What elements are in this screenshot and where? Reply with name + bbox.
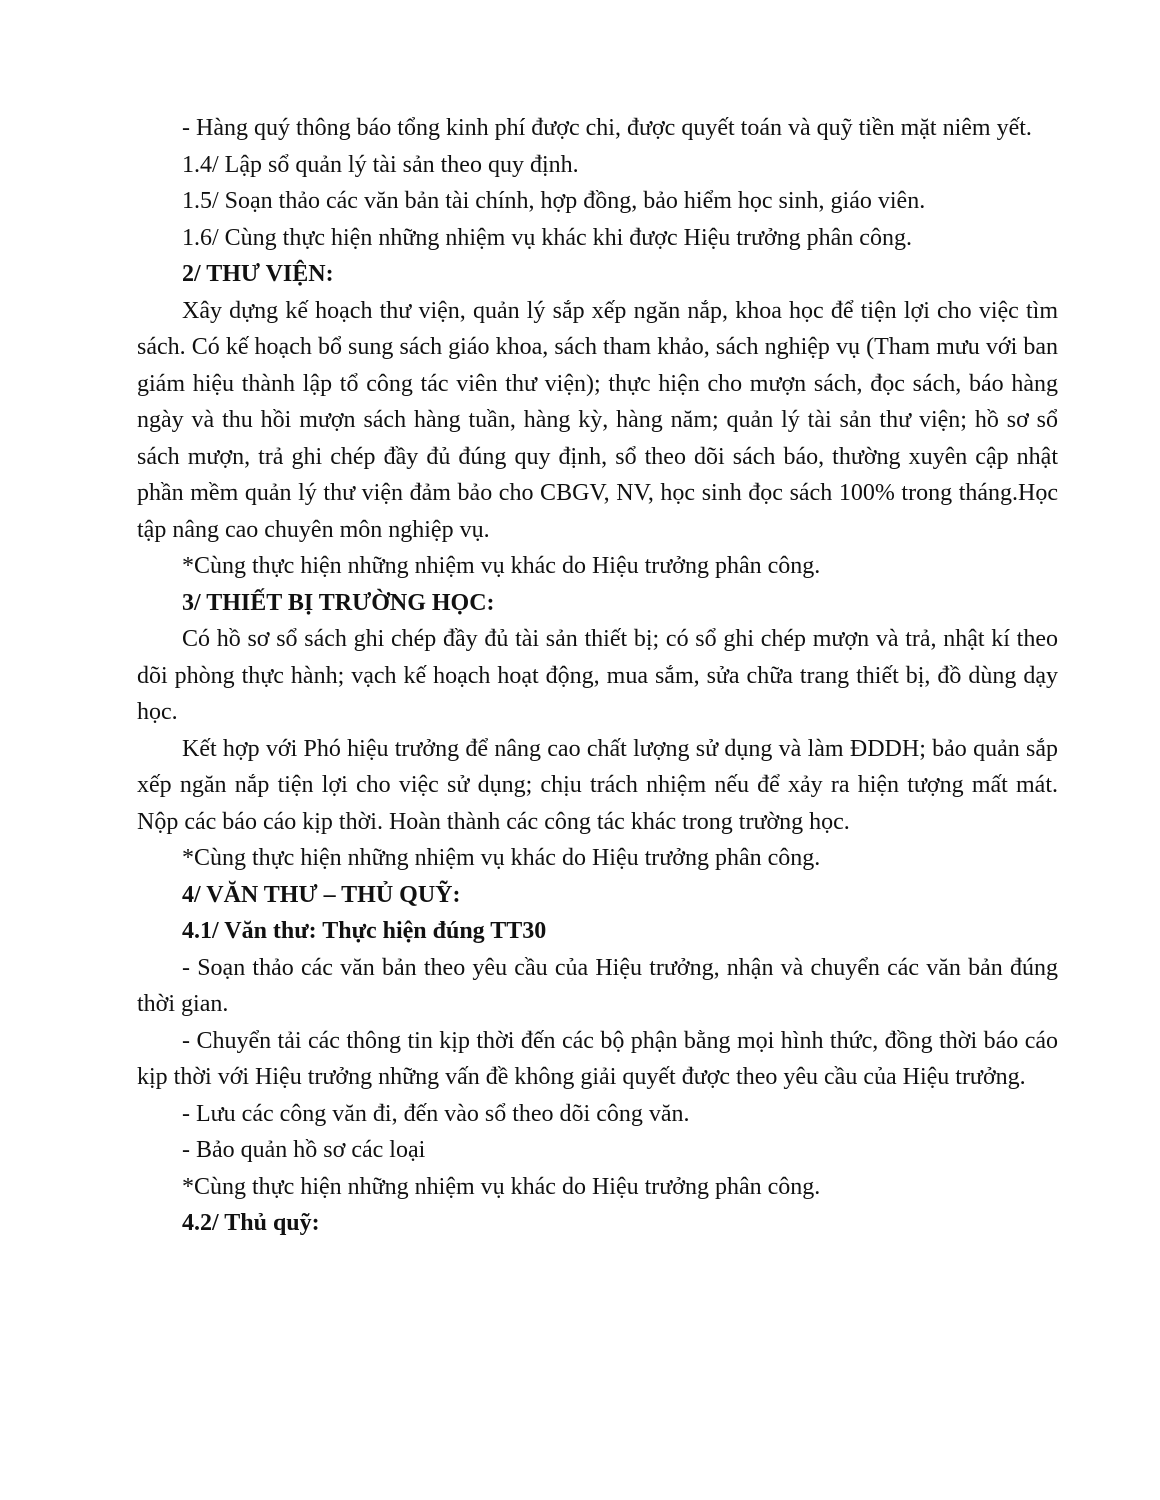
paragraph-item-1-5: 1.5/ Soạn thảo các văn bản tài chính, hợp đồng, bảo hiểm học sinh, giáo viên. xyxy=(182,188,926,214)
paragraph-clerical-drafting: - Soạn thảo các văn bản theo yêu cầu của Hiệu trưởng, nhận và chuyển các văn bản đúng thời gian. xyxy=(137,954,1058,1017)
heading-school-equipment: 3/ THIẾT BỊ TRƯỜNG HỌC: xyxy=(182,589,495,616)
heading-clerical-treasury: 4/ VĂN THƯ – THỦ QUỸ: xyxy=(182,881,461,908)
heading-treasury: 4.2/ Thủ quỹ: xyxy=(182,1210,320,1236)
document-page xyxy=(137,110,1058,1242)
paragraph-clerical-communication: - Chuyển tải các thông tin kịp thời đến các bộ phận bằng mọi hình thức, đồng thời báo cáo kịp thời với Hiệu trưởng những vấn đề không giải quyết được theo yêu cầu của Hiệu trưởng. xyxy=(137,1027,1058,1090)
paragraph-equipment-coordination: Kết hợp với Phó hiệu trưởng để nâng cao chất lượng sử dụng và làm ĐDDH; bảo quản sắp xếp ngăn nắp tiện lợi cho việc sử dụng; chịu trách nhiệm nếu để xảy ra hiện tượng mất mát. Nộp các báo cáo kịp thời. Hoàn thành các công tác khác trong trường học. xyxy=(137,735,1058,835)
paragraph-clerical-archive: - Lưu các công văn đi, đến vào sổ theo dõi công văn. xyxy=(182,1100,690,1127)
paragraph-clerical-other-duties: *Cùng thực hiện những nhiệm vụ khác do Hiệu trưởng phân công. xyxy=(182,1173,821,1200)
heading-clerical: 4.1/ Văn thư: Thực hiện đúng TT30 xyxy=(182,918,547,944)
paragraph-equipment-records: Có hồ sơ sổ sách ghi chép đầy đủ tài sản thiết bị; có sổ ghi chép mượn và trả, nhật kí theo dõi phòng thực hành; vạch kế hoạch hoạt động, mua sắm, sửa chữa trang thiết bị, đồ dùng dạy học. xyxy=(137,626,1058,725)
heading-library: 2/ THƯ VIỆN: xyxy=(182,261,334,287)
paragraph-library-other-duties: *Cùng thực hiện những nhiệm vụ khác do Hiệu trưởng phân công. xyxy=(182,553,821,579)
paragraph-clerical-storage: - Bảo quản hồ sơ các loại xyxy=(182,1137,426,1163)
paragraph-equipment-other-duties: *Cùng thực hiện những nhiệm vụ khác do Hiệu trưởng phân công. xyxy=(182,845,821,871)
paragraph-quarterly-report: - Hàng quý thông báo tổng kinh phí được chi, được quyết toán và quỹ tiền mặt niêm yết. xyxy=(182,115,1032,141)
paragraph-item-1-6: 1.6/ Cùng thực hiện những nhiệm vụ khác khi được Hiệu trưởng phân công. xyxy=(182,224,912,251)
paragraph-item-1-4: 1.4/ Lập sổ quản lý tài sản theo quy định. xyxy=(182,151,579,178)
paragraph-library-duties: Xây dựng kế hoạch thư viện, quản lý sắp xếp ngăn nắp, khoa học để tiện lợi cho việc tìm sách. Có kế hoạch bổ sung sách giáo khoa, sách tham khảo, sách nghiệp vụ (Tham mưu với ban giám hiệu thành lập tổ công tác viên thư viện); thực hiện cho mượn sách, đọc sách, báo hàng ngày và thu hồi mượn sách hàng tuần, hàng kỳ, hàng năm; quản lý tài sản thư viện; hồ sơ sổ sách mượn, trả ghi chép đầy đủ đúng quy định, sổ theo dõi sách báo, thường xuyên cập nhật phần mềm quản lý thư viện đảm bảo cho CBGV, NV, học sinh đọc sách 100% trong tháng.Học tập nâng cao chuyên môn nghiệp vụ. xyxy=(137,297,1058,543)
